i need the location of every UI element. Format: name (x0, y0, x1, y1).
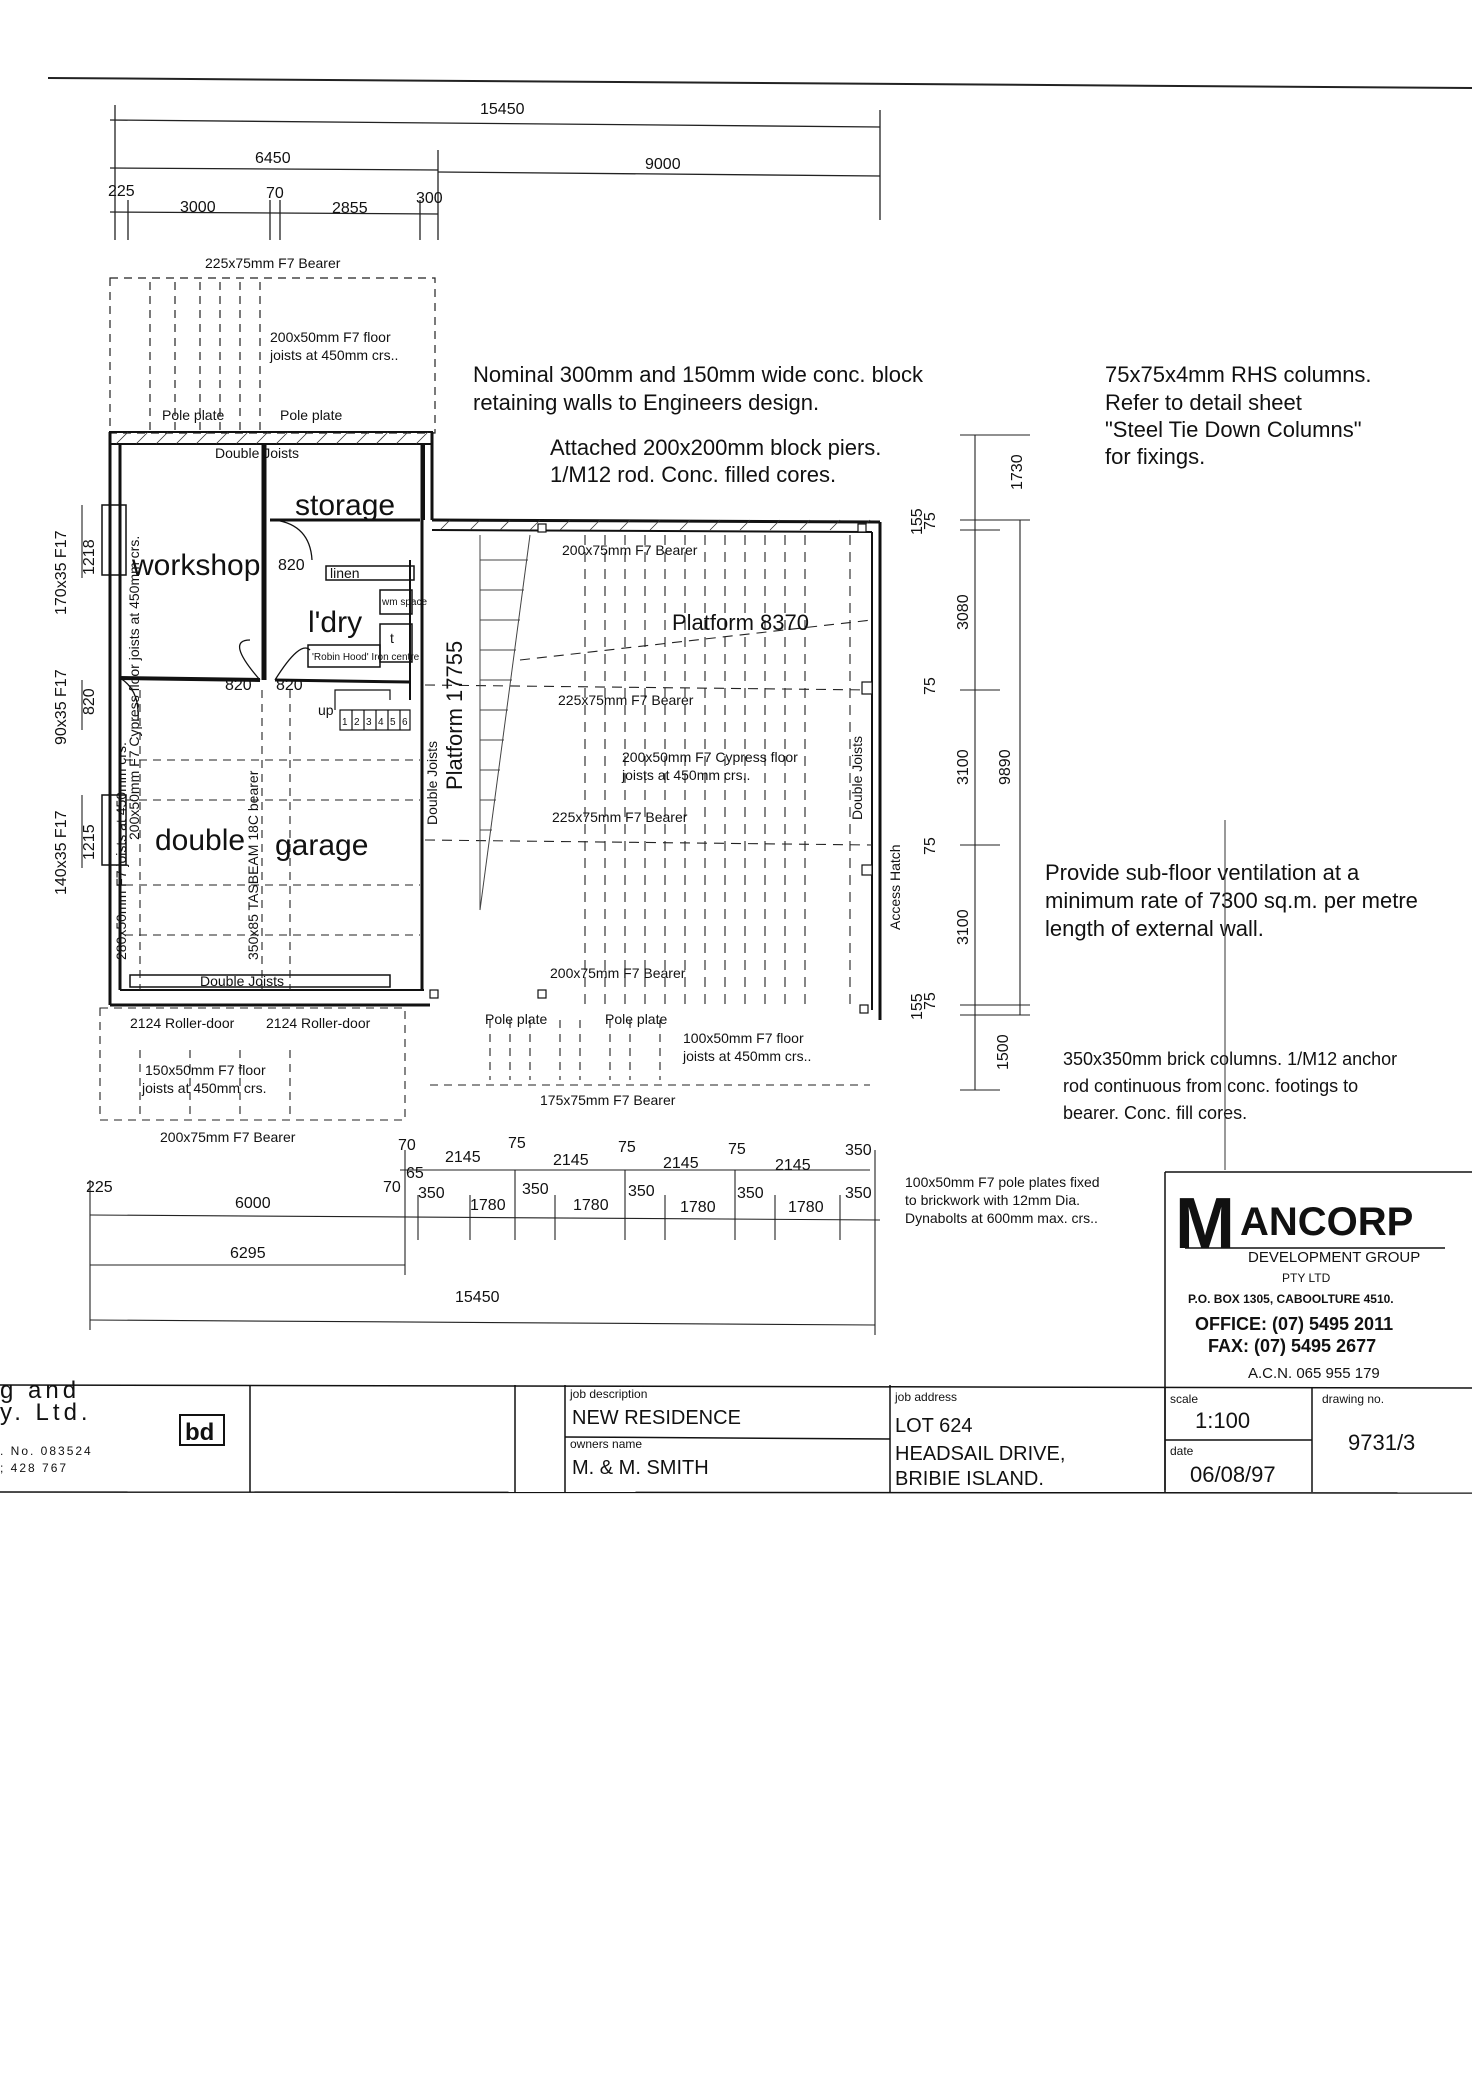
label-double-joists-bot: Double Joists (200, 973, 285, 989)
note-6-line-1: 100x50mm F7 pole plates fixed (905, 1174, 1100, 1190)
dim-right-9890: 9890 (997, 749, 1014, 785)
dim-right-75a: 75 (922, 512, 939, 530)
room-rangehood: 'Robin Hood' Iron centre (312, 652, 420, 663)
room-laundry: l'dry (308, 606, 363, 639)
dim-right-3100b: 3100 (955, 909, 972, 945)
dim-left-1218: 1218 (81, 539, 98, 575)
label-garage-joists: 280x50mm F7 joists at 450mm crs. (113, 742, 129, 960)
note-2-line-1: Attached 200x200mm block piers. (550, 435, 882, 460)
label-joists-left-2: joists at 450mm crs.. (270, 347, 399, 363)
note-1-line-1: Nominal 300mm and 150mm wide conc. block (473, 362, 923, 387)
dim-bot-350d: 350 (737, 1185, 764, 1202)
dim-right-75d: 75 (922, 992, 939, 1010)
owners-name-label: owners name (570, 1437, 643, 1451)
label-cypress-2: joists at 450mm crs.. (622, 767, 751, 783)
dim-right-3080: 3080 (955, 594, 972, 630)
label-tasbeam: 350x85 TASBEAM 18C bearer (245, 770, 261, 960)
label-bearer-200-bot: 200x75mm F7 Bearer (550, 965, 686, 981)
label-bot-joists-r2: joists at 450mm crs.. (683, 1048, 812, 1064)
label-bot-joists-r1: 100x50mm F7 floor (683, 1030, 804, 1046)
left-block-line-2: y. Ltd. (0, 1399, 92, 1426)
dim-door-820b: 820 (225, 677, 252, 694)
stair-1: 1 (342, 717, 348, 728)
job-address-label: job address (895, 1390, 958, 1404)
dim-bot-70a: 70 (398, 1137, 416, 1154)
platform-stair (480, 535, 530, 910)
dim-bot-2145b: 2145 (553, 1152, 589, 1169)
note-5-line-1: 350x350mm brick columns. 1/M12 anchor (1063, 1049, 1398, 1069)
dim-door-820a: 820 (278, 557, 305, 574)
dim-right-155b: 155 (909, 993, 926, 1020)
label-double-joists-right: Double Joists (849, 735, 865, 820)
dim-left-1215: 1215 (81, 824, 98, 860)
room-workshop: workshop (132, 549, 261, 582)
label-pole-plate-c: Pole plate (485, 1011, 548, 1027)
dim-bot-overall: 15450 (455, 1289, 500, 1306)
dim-bot-1780d: 1780 (788, 1199, 824, 1216)
room-garage-garage: garage (275, 829, 369, 862)
note-1-line-2: retaining walls to Engineers design. (473, 390, 820, 415)
label-access-hatch: Access Hatch (887, 844, 903, 930)
label-roller-door-b: 2124 Roller-door (266, 1015, 371, 1031)
label-bot-joists-1: 150x50mm F7 floor (145, 1062, 266, 1078)
label-bearer-175: 175x75mm F7 Bearer (540, 1092, 676, 1108)
label-double-joists-top: Double Joists (215, 445, 300, 461)
label-bearer-225-mid2: 225x75mm F7 Bearer (552, 809, 688, 825)
owners-name: M. & M. SMITH (572, 1457, 709, 1479)
company-logo-m: M (1175, 1184, 1235, 1264)
job-address-1: LOT 624 (895, 1415, 973, 1437)
dim-door-820c: 820 (276, 677, 303, 694)
note-3-line-2: Refer to detail sheet (1105, 390, 1302, 415)
job-address-3: BRIBIE ISLAND. (895, 1468, 1044, 1490)
company-acn: A.C.N. 065 955 179 (1248, 1365, 1380, 1382)
note-4-line-1: Provide sub-floor ventilation at a (1045, 860, 1360, 885)
scale-label: scale (1170, 1392, 1199, 1406)
dim-left-170x35: 170x35 F17 (53, 530, 70, 615)
label-double-joists-platform: Double Joists (424, 740, 440, 825)
dim-bot-6000: 6000 (235, 1195, 271, 1212)
job-address-2: HEADSAIL DRIVE, (895, 1443, 1066, 1465)
drawing-no: 9731/3 (1348, 1430, 1416, 1455)
stair-4: 4 (378, 717, 384, 728)
dim-bot-2145a: 2145 (445, 1149, 481, 1166)
room-wm-space: wm space (382, 597, 428, 608)
label-bot-joists-2: joists at 450mm crs. (142, 1080, 267, 1096)
note-4-line-2: minimum rate of 7300 sq.m. per metre (1045, 888, 1418, 913)
dim-top-225: 225 (108, 183, 135, 200)
dim-bot-2145d: 2145 (775, 1157, 811, 1174)
company-logo-rest: ANCORP (1240, 1200, 1414, 1244)
dim-top-overall: 15450 (480, 101, 525, 118)
dim-bot-1780c: 1780 (680, 1199, 716, 1216)
note-3-line-1: 75x75x4mm RHS columns. (1105, 362, 1372, 387)
label-bearer-225-mid1: 225x75mm F7 Bearer (558, 692, 694, 708)
left-block-line-1: g and (0, 1377, 81, 1404)
dim-top-300: 300 (416, 190, 443, 207)
top-dimensions (110, 105, 880, 240)
dim-bot-350b: 350 (522, 1181, 549, 1198)
company-fax: FAX: (07) 5495 2677 (1208, 1336, 1377, 1356)
dim-left-820: 820 (81, 688, 98, 715)
left-block-logo: bd (185, 1419, 215, 1446)
stair-3: 3 (366, 717, 372, 728)
note-5-line-2: rod continuous from conc. footings to (1063, 1076, 1359, 1096)
drawing-no-label: drawing no. (1322, 1392, 1385, 1406)
stair-5: 5 (390, 717, 396, 728)
dim-left-140x35: 140x35 F17 (53, 810, 70, 895)
note-5-line-3: bearer. Conc. fill cores. (1063, 1103, 1248, 1123)
room-storage: storage (295, 489, 396, 522)
note-3-line-3: "Steel Tie Down Columns" (1105, 417, 1362, 442)
dim-top-3000: 3000 (180, 199, 216, 216)
date-value: 06/08/97 (1190, 1462, 1276, 1487)
dim-top-2855: 2855 (332, 200, 368, 217)
note-2-line-2: 1/M12 rod. Conc. filled cores. (550, 462, 837, 487)
label-pole-plate-d: Pole plate (605, 1011, 668, 1027)
label-platform-8370: Platform 8370 (672, 610, 809, 635)
stair-2: 2 (354, 717, 360, 728)
date-label: date (1170, 1444, 1194, 1458)
dim-bot-350top: 350 (845, 1142, 872, 1159)
dim-bot-65: 65 (406, 1165, 424, 1182)
label-bearer-200-bottom: 200x75mm F7 Bearer (160, 1129, 296, 1145)
label-cypress-1: 200x50mm F7 Cypress floor (622, 749, 798, 765)
label-bearer-top: 225x75mm F7 Bearer (205, 255, 341, 271)
dim-bot-1780a: 1780 (470, 1197, 506, 1214)
dim-top-right: 9000 (645, 156, 681, 173)
note-6-line-3: Dynabolts at 600mm max. crs.. (905, 1210, 1098, 1226)
left-block-line-3: . No. 083524 (0, 1444, 93, 1458)
label-bearer-200-top: 200x75mm F7 Bearer (562, 542, 698, 558)
room-linen: linen (330, 565, 360, 581)
label-garage-cypress: 200x50mm F7 Cypress floor joists at 450mm crs. (126, 535, 142, 840)
scale-value: 1:100 (1195, 1408, 1251, 1433)
dim-bot-350a: 350 (418, 1185, 445, 1202)
label-roller-door-a: 2124 Roller-door (130, 1015, 235, 1031)
dim-bot-70b: 70 (383, 1179, 401, 1196)
room-up: up (318, 702, 334, 718)
dim-bot-1780b: 1780 (573, 1197, 609, 1214)
company-address: P.O. BOX 1305, CABOOLTURE 4510. (1188, 1292, 1394, 1306)
dim-right-1730: 1730 (1009, 454, 1026, 490)
dim-bot-350c: 350 (628, 1183, 655, 1200)
company-subtitle: DEVELOPMENT GROUP (1248, 1249, 1421, 1266)
note-6-line-2: to brickwork with 12mm Dia. (905, 1192, 1081, 1208)
dim-right-75c: 75 (922, 837, 939, 855)
company-pty: PTY LTD (1282, 1271, 1331, 1285)
page-border-line (48, 78, 1472, 88)
note-3-line-4: for fixings. (1105, 444, 1206, 469)
dim-bot-6295: 6295 (230, 1245, 266, 1262)
dim-left-90x35: 90x35 F17 (53, 669, 70, 745)
label-pole-plate-a: Pole plate (162, 407, 225, 423)
job-description-label: job description (570, 1387, 648, 1401)
dim-right-75b: 75 (922, 677, 939, 695)
dim-bot-75a: 75 (508, 1135, 526, 1152)
label-platform-17755: Platform 17755 (442, 640, 467, 790)
dim-right-3100a: 3100 (955, 749, 972, 785)
dim-right-155a: 155 (909, 508, 926, 535)
dim-bot-75c: 75 (728, 1141, 746, 1158)
label-pole-plate-b: Pole plate (280, 407, 343, 423)
dim-top-left: 6450 (255, 150, 291, 167)
dim-top-70: 70 (266, 185, 284, 202)
dim-bot-75b: 75 (618, 1139, 636, 1156)
stair-6: 6 (402, 717, 408, 728)
room-tub: t (390, 630, 394, 646)
dim-bot-2145c: 2145 (663, 1155, 699, 1172)
left-block-line-4: ; 428 767 (0, 1461, 69, 1475)
dim-right-1500: 1500 (995, 1034, 1012, 1070)
company-office: OFFICE: (07) 5495 2011 (1195, 1314, 1394, 1334)
note-4-line-3: length of external wall. (1045, 916, 1264, 941)
dim-bot-350e: 350 (845, 1185, 872, 1202)
job-description: NEW RESIDENCE (572, 1407, 741, 1429)
room-garage-double: double (155, 824, 246, 857)
bottom-dimensions (90, 1150, 880, 1335)
label-joists-left-1: 200x50mm F7 floor (270, 329, 391, 345)
dim-bot-225: 225 (86, 1179, 113, 1196)
